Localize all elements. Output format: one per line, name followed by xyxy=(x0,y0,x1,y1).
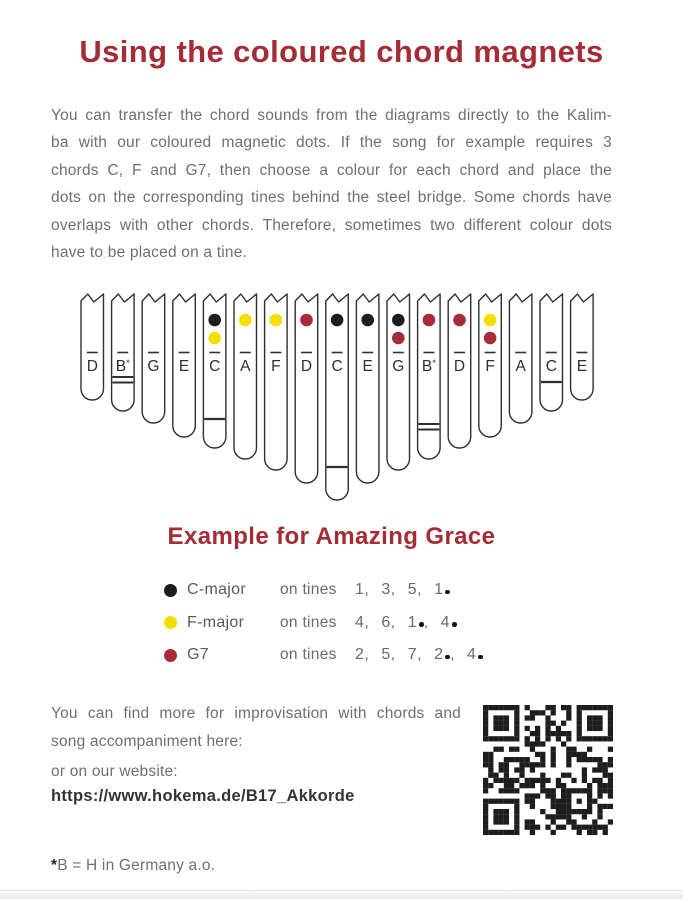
tine-note-label: E xyxy=(576,358,588,375)
kalimba-tine-diagram xyxy=(0,285,683,510)
legend-row-f-major xyxy=(164,607,483,640)
legend-row-c-major xyxy=(164,574,483,607)
black-magnet-dot xyxy=(208,314,221,327)
black-magnet-dot xyxy=(331,314,344,327)
tine-note-label: C xyxy=(545,358,557,375)
tine-note-label: D xyxy=(300,358,313,375)
tine-note-label: C xyxy=(209,358,221,375)
more-info-line: You can find more for improvisation with chords and xyxy=(51,705,461,722)
intro-line: ba with our coloured magnetic dots. If the song for example requires 3 xyxy=(51,134,612,152)
tine-E xyxy=(356,294,379,483)
footnote xyxy=(51,857,215,875)
yellow-magnet-dot xyxy=(484,314,497,327)
tine-F xyxy=(479,294,502,437)
red-magnet-dot xyxy=(423,314,436,327)
yellow-dot-swatch xyxy=(164,616,177,629)
tine-F xyxy=(265,294,288,470)
website-label: or on our website: xyxy=(51,763,178,780)
chord-name: G7 xyxy=(187,646,209,664)
tine-note-label: F xyxy=(485,358,495,375)
tine-number: 4, xyxy=(355,613,370,631)
more-info-paragraph xyxy=(51,700,461,755)
tine-note-label: G xyxy=(147,358,160,375)
octave-dot xyxy=(419,622,424,627)
more-info-line: song accompaniment here: xyxy=(51,732,243,750)
example-heading: Example for Amazing Grace xyxy=(167,523,496,550)
tine-number: 4 xyxy=(441,614,457,631)
tine-number: 1 xyxy=(434,581,450,598)
tine-number: 2, xyxy=(355,646,370,664)
on-tines-label: on tines xyxy=(280,613,337,631)
footnote-text: B = H in Germany a.o. xyxy=(57,857,216,874)
tine-note-label: G xyxy=(392,358,405,375)
yellow-magnet-dot xyxy=(270,314,283,327)
tine-note-label: A xyxy=(240,358,251,375)
intro-line: You can transfer the chord sounds from the diagrams directly to the Kalim- xyxy=(51,107,612,124)
tine-note-label: D xyxy=(86,358,98,375)
tine-E xyxy=(571,294,594,400)
footnote-asterisk: * xyxy=(51,857,58,874)
black-magnet-dot xyxy=(361,314,374,327)
tine-note-label: A xyxy=(515,358,526,375)
tine-B-star xyxy=(418,294,441,459)
chord-name: F-major xyxy=(187,613,245,631)
red-magnet-dot xyxy=(453,314,466,327)
tine-G xyxy=(387,294,410,470)
octave-dot xyxy=(478,655,483,660)
tine-number: 1 , xyxy=(407,613,429,631)
tine-number-list xyxy=(355,581,450,599)
tine-C xyxy=(203,294,226,448)
qr-code xyxy=(483,705,613,835)
tine-D xyxy=(81,294,104,400)
tine-note-label: B* xyxy=(115,358,130,375)
website-url-link[interactable]: https://www.hokema.de/B17_Akkorde xyxy=(51,787,355,805)
tine-C xyxy=(326,294,349,500)
tine-G xyxy=(142,294,165,423)
intro-line: overlaps with other chords. Therefore, sometimes two different colour dots xyxy=(51,216,612,234)
chord-legend xyxy=(164,574,483,672)
tine-E xyxy=(173,294,196,437)
tine-number: 1, xyxy=(355,581,370,599)
tine-D xyxy=(448,294,471,448)
tine-note-label: B* xyxy=(421,358,436,375)
black-dot-swatch xyxy=(164,584,177,597)
red-magnet-dot xyxy=(392,332,405,345)
intro-line: dots on the corresponding tines behind the steel bridge. Some chords have xyxy=(51,189,612,207)
octave-dot xyxy=(452,622,457,627)
tine-number: 5, xyxy=(407,581,423,599)
octave-dot xyxy=(445,655,450,660)
tine-number: 3, xyxy=(381,581,396,599)
tine-C xyxy=(540,294,563,411)
intro-line: have to be placed on a tine. xyxy=(51,244,248,262)
tine-B-star xyxy=(112,294,135,411)
tine-note-label: C xyxy=(331,358,343,375)
intro-paragraph xyxy=(51,102,612,266)
yellow-magnet-dot xyxy=(208,332,221,345)
tine-number: 2 , xyxy=(434,646,456,664)
octave-dot xyxy=(445,590,450,595)
red-dot-swatch xyxy=(164,649,177,662)
on-tines-label: on tines xyxy=(280,646,337,664)
red-magnet-dot xyxy=(484,332,497,345)
on-tines-label: on tines xyxy=(280,581,337,599)
tine-note-label: F xyxy=(271,358,281,375)
tine-A xyxy=(509,294,532,423)
tine-number-list xyxy=(355,614,457,632)
tine-number: 7, xyxy=(407,646,423,664)
chord-name: C-major xyxy=(187,581,246,599)
tine-number-list xyxy=(355,646,483,664)
tine-note-label: E xyxy=(362,358,373,375)
tine-A xyxy=(234,294,257,459)
legend-row-g7 xyxy=(164,639,483,672)
tine-D xyxy=(295,294,318,483)
page-title: Using the coloured chord magnets xyxy=(79,34,604,69)
page-bottom-edge xyxy=(0,890,683,899)
tine-number: 6, xyxy=(381,613,396,631)
tine-note-label: E xyxy=(178,358,190,375)
red-magnet-dot xyxy=(300,314,313,327)
tine-number: 4 xyxy=(467,646,483,663)
tine-note-label: D xyxy=(453,358,466,375)
tine-number: 5, xyxy=(381,646,396,664)
black-magnet-dot xyxy=(392,314,405,327)
yellow-magnet-dot xyxy=(239,314,252,327)
intro-line: chords C, F and G7, then choose a colour for each chord and place the xyxy=(51,161,612,179)
